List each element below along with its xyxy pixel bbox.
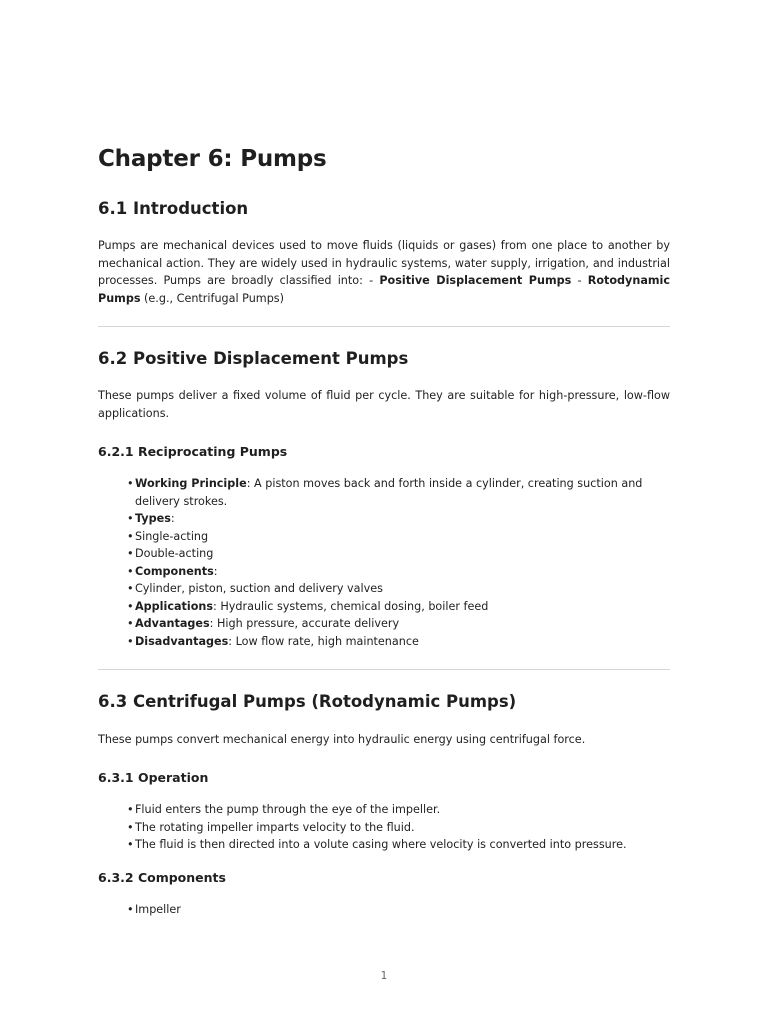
subsection-6-3-2-heading: 6.3.2 Components [98,870,226,885]
item-text: : A piston moves back and forth inside a cylinder, creating suction and delivery strokes. [135,477,643,508]
list-item: • The rotating impeller imparts velocity to the fluid. [128,819,668,837]
list-item [128,580,668,598]
item-text: : Low flow rate, high maintenance [228,634,419,648]
item-text: : High pressure, accurate delivery [209,617,400,630]
page-number: 1 [380,970,388,982]
list-item: • Impeller [128,901,668,919]
section-6-2-paragraph: These pumps deliver a fixed volume of fluid per cycle. They are suitable for high-pressure, low-flow applications. [98,389,670,420]
section-6-2-heading: 6.2 Positive Displacement Pumps [98,349,409,368]
section-6-3-paragraph: These pumps convert mechanical energy into hydraulic energy using centrifugal force. [98,733,586,746]
item-text: Cylinder, piston, suction and delivery valves [135,582,383,595]
list-item [128,615,668,633]
item-text: Single-acting [135,529,209,543]
tail-text: (e.g., Centrifugal Pumps) [140,291,284,305]
intro-text: Pumps are mechanical devices used to move fluids (liquids or gases) from one place to another by mechanical action. They are widely used in hydraulic systems, water supply, irrigation, and industrial processes. Pumps are broadly classified into: - [98,239,670,287]
section-6-1-paragraph [98,237,670,307]
list-item [128,475,668,510]
item-text: : [213,564,218,578]
operation-list [128,801,668,854]
reciprocating-pumps-list [128,475,668,650]
list-item [128,633,668,651]
item-label: Types [135,512,171,525]
subsection-6-2-1-heading: 6.2.1 Reciprocating Pumps [98,444,288,459]
list-item: • The fluid is then directed into a volute casing where velocity is converted into pressure. [128,836,668,854]
list-item [128,563,668,581]
list-item [128,545,668,563]
item-label: Disadvantages [135,634,229,648]
chapter-title: Chapter 6: Pumps [98,146,327,172]
item-label: Working Principle [135,477,247,490]
list-item: • Fluid enters the pump through the eye of the impeller. [128,801,668,819]
item-text: : Hydraulic systems, chemical dosing, boiler feed [213,599,489,613]
item-text: Double-acting [135,547,214,560]
section-divider-1 [98,326,670,327]
subsection-6-3-1-heading: 6.3.1 Operation [98,770,209,785]
item-label: Components [135,564,214,578]
list-item [128,510,668,528]
bold-positive-displacement: Positive Displacement Pumps [379,274,572,287]
item-text: : [170,512,175,525]
section-6-1-heading: 6.1 Introduction [98,199,249,218]
list-item [128,528,668,546]
bold-rotodynamic: Rotodynamic Pumps [98,274,670,305]
separator-text: - [571,274,588,287]
list-item [128,598,668,616]
section-6-3-heading: 6.3 Centrifugal Pumps (Rotodynamic Pumps) [98,692,517,711]
components-list [128,901,668,919]
item-label: Applications [135,599,214,613]
item-label: Advantages [135,617,210,630]
section-divider-2 [98,669,670,670]
